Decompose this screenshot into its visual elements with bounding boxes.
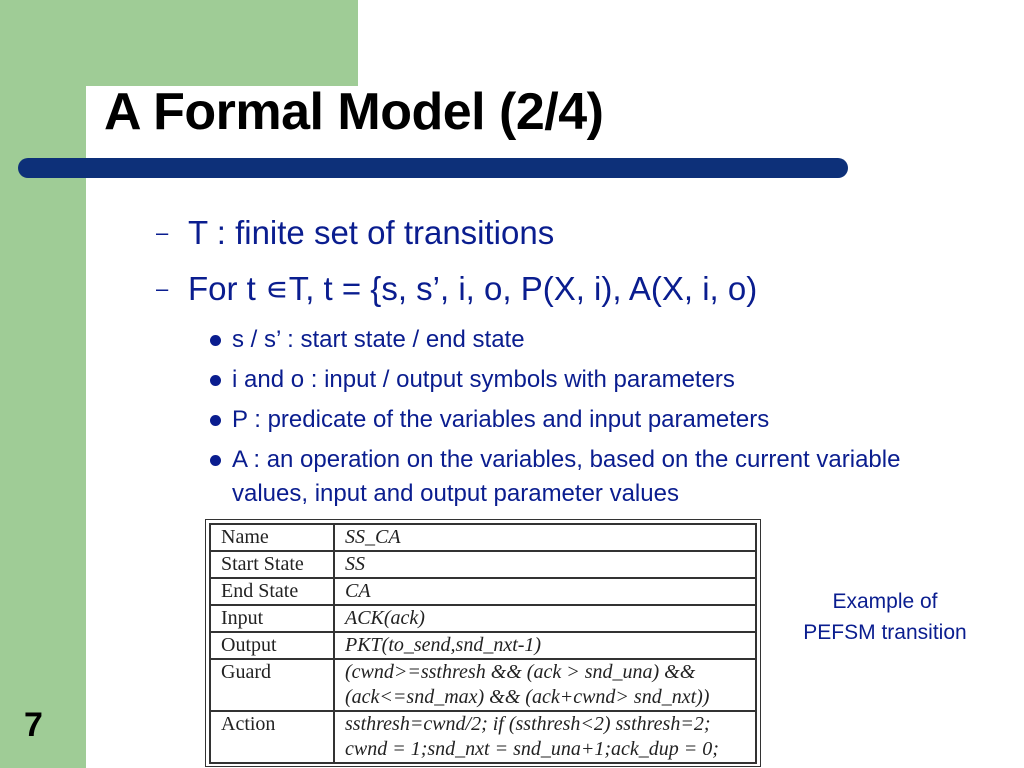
row-key: Output	[210, 632, 334, 659]
row-value-line: PKT(to_send,snd_nxt-1)	[345, 634, 542, 656]
bullet-list	[150, 205, 950, 511]
title-underline-bar	[18, 158, 848, 178]
row-value	[334, 632, 756, 659]
row-value	[334, 711, 756, 763]
bullet-dot-icon	[210, 415, 221, 426]
row-key: Guard	[210, 659, 334, 711]
bullet-dot-icon	[210, 375, 221, 386]
row-value-line: ACK(ack)	[345, 607, 425, 629]
row-value-line: cwnd = 1;snd_nxt = snd_una+1;ack_dup = 0;	[345, 738, 719, 760]
table-row	[210, 524, 756, 551]
bullet-dot-icon	[210, 455, 221, 466]
caption-line: Example of	[832, 590, 938, 613]
table-row	[210, 551, 756, 578]
row-value-line: (cwnd>=ssthresh && (ack > snd_una) &&	[345, 661, 696, 683]
bullet-transition-def	[150, 261, 950, 317]
row-value	[334, 605, 756, 632]
sub-bullet-action	[150, 443, 950, 511]
bullet-transitions	[150, 205, 950, 261]
bullet-text: For t ∊T, t = {s, s’, i, o, P(X, i), A(X, i, o)	[188, 270, 758, 307]
slide-title: A Formal Model (2/4)	[104, 83, 604, 141]
sub-bullet-text: P : predicate of the variables and input parameters	[232, 406, 770, 433]
table-row	[210, 711, 756, 763]
row-value-line: SS_CA	[345, 526, 401, 548]
row-value	[334, 659, 756, 711]
sub-bullet-predicate	[150, 403, 950, 437]
sub-bullet-states	[150, 323, 950, 357]
row-value	[334, 551, 756, 578]
row-key: End State	[210, 578, 334, 605]
sub-bullet-text: s / s’ : start state / end state	[232, 326, 525, 353]
bullet-text: T : finite set of transitions	[188, 214, 555, 251]
table-row	[210, 632, 756, 659]
green-side-band	[0, 0, 86, 768]
dash-marker: –	[156, 276, 169, 301]
row-value-line: SS	[345, 553, 365, 575]
bullet-dot-icon	[210, 335, 221, 346]
row-value	[334, 578, 756, 605]
row-value-line: CA	[345, 580, 371, 602]
sub-bullet-symbols	[150, 363, 950, 397]
row-key: Start State	[210, 551, 334, 578]
table-row	[210, 659, 756, 711]
dash-marker: –	[156, 220, 169, 245]
sub-bullet-text: A : an operation on the variables, based on the current variable values, input and output parameter values	[232, 446, 901, 507]
row-key: Action	[210, 711, 334, 763]
row-value-line: ssthresh=cwnd/2; if (ssthresh<2) ssthresh=2;	[345, 713, 711, 735]
row-key: Input	[210, 605, 334, 632]
table-row	[210, 578, 756, 605]
table-row	[210, 605, 756, 632]
row-key: Name	[210, 524, 334, 551]
row-value	[334, 524, 756, 551]
transition-table	[205, 519, 761, 767]
sub-bullet-text: i and o : input / output symbols with parameters	[232, 366, 735, 393]
table-caption	[780, 586, 990, 648]
caption-line: PEFSM transition	[803, 621, 967, 644]
row-value-line: (ack<=snd_max) && (ack+cwnd> snd_nxt))	[345, 686, 710, 708]
slide-number: 7	[24, 706, 43, 744]
